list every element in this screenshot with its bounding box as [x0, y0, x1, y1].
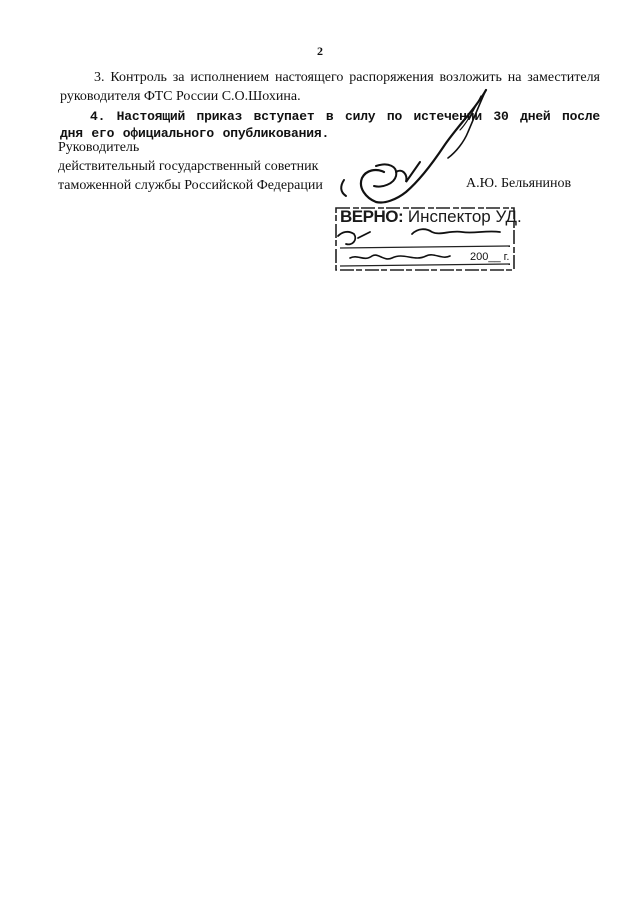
signatory-rank-line-1: действительный государственный советник: [58, 159, 319, 174]
stamp-header: [340, 207, 522, 227]
stamp-role: Инспектор УД.: [403, 207, 522, 226]
paragraph-3: 3. Контроль за исполнением настоящего распоряжения возложить на заместителя руководителя ФТС России С.О.Шохина.: [60, 70, 600, 104]
stamp-year: 200__ г.: [470, 251, 510, 263]
paragraph-4: 4. Настоящий приказ вступает в силу по истечении 30 дней после дня его официального опубликования.: [60, 109, 600, 141]
handwritten-signature: [336, 88, 506, 214]
stamp-verno: ВЕРНО:: [340, 207, 404, 226]
signatory-name: А.Ю. Бельянинов: [466, 176, 572, 191]
signatory-position: Руководитель: [58, 140, 140, 155]
page-number: 2: [317, 44, 323, 58]
signatory-rank-line-2: таможенной службы Российской Федерации: [58, 178, 323, 193]
signatory-title-block: [58, 138, 323, 195]
